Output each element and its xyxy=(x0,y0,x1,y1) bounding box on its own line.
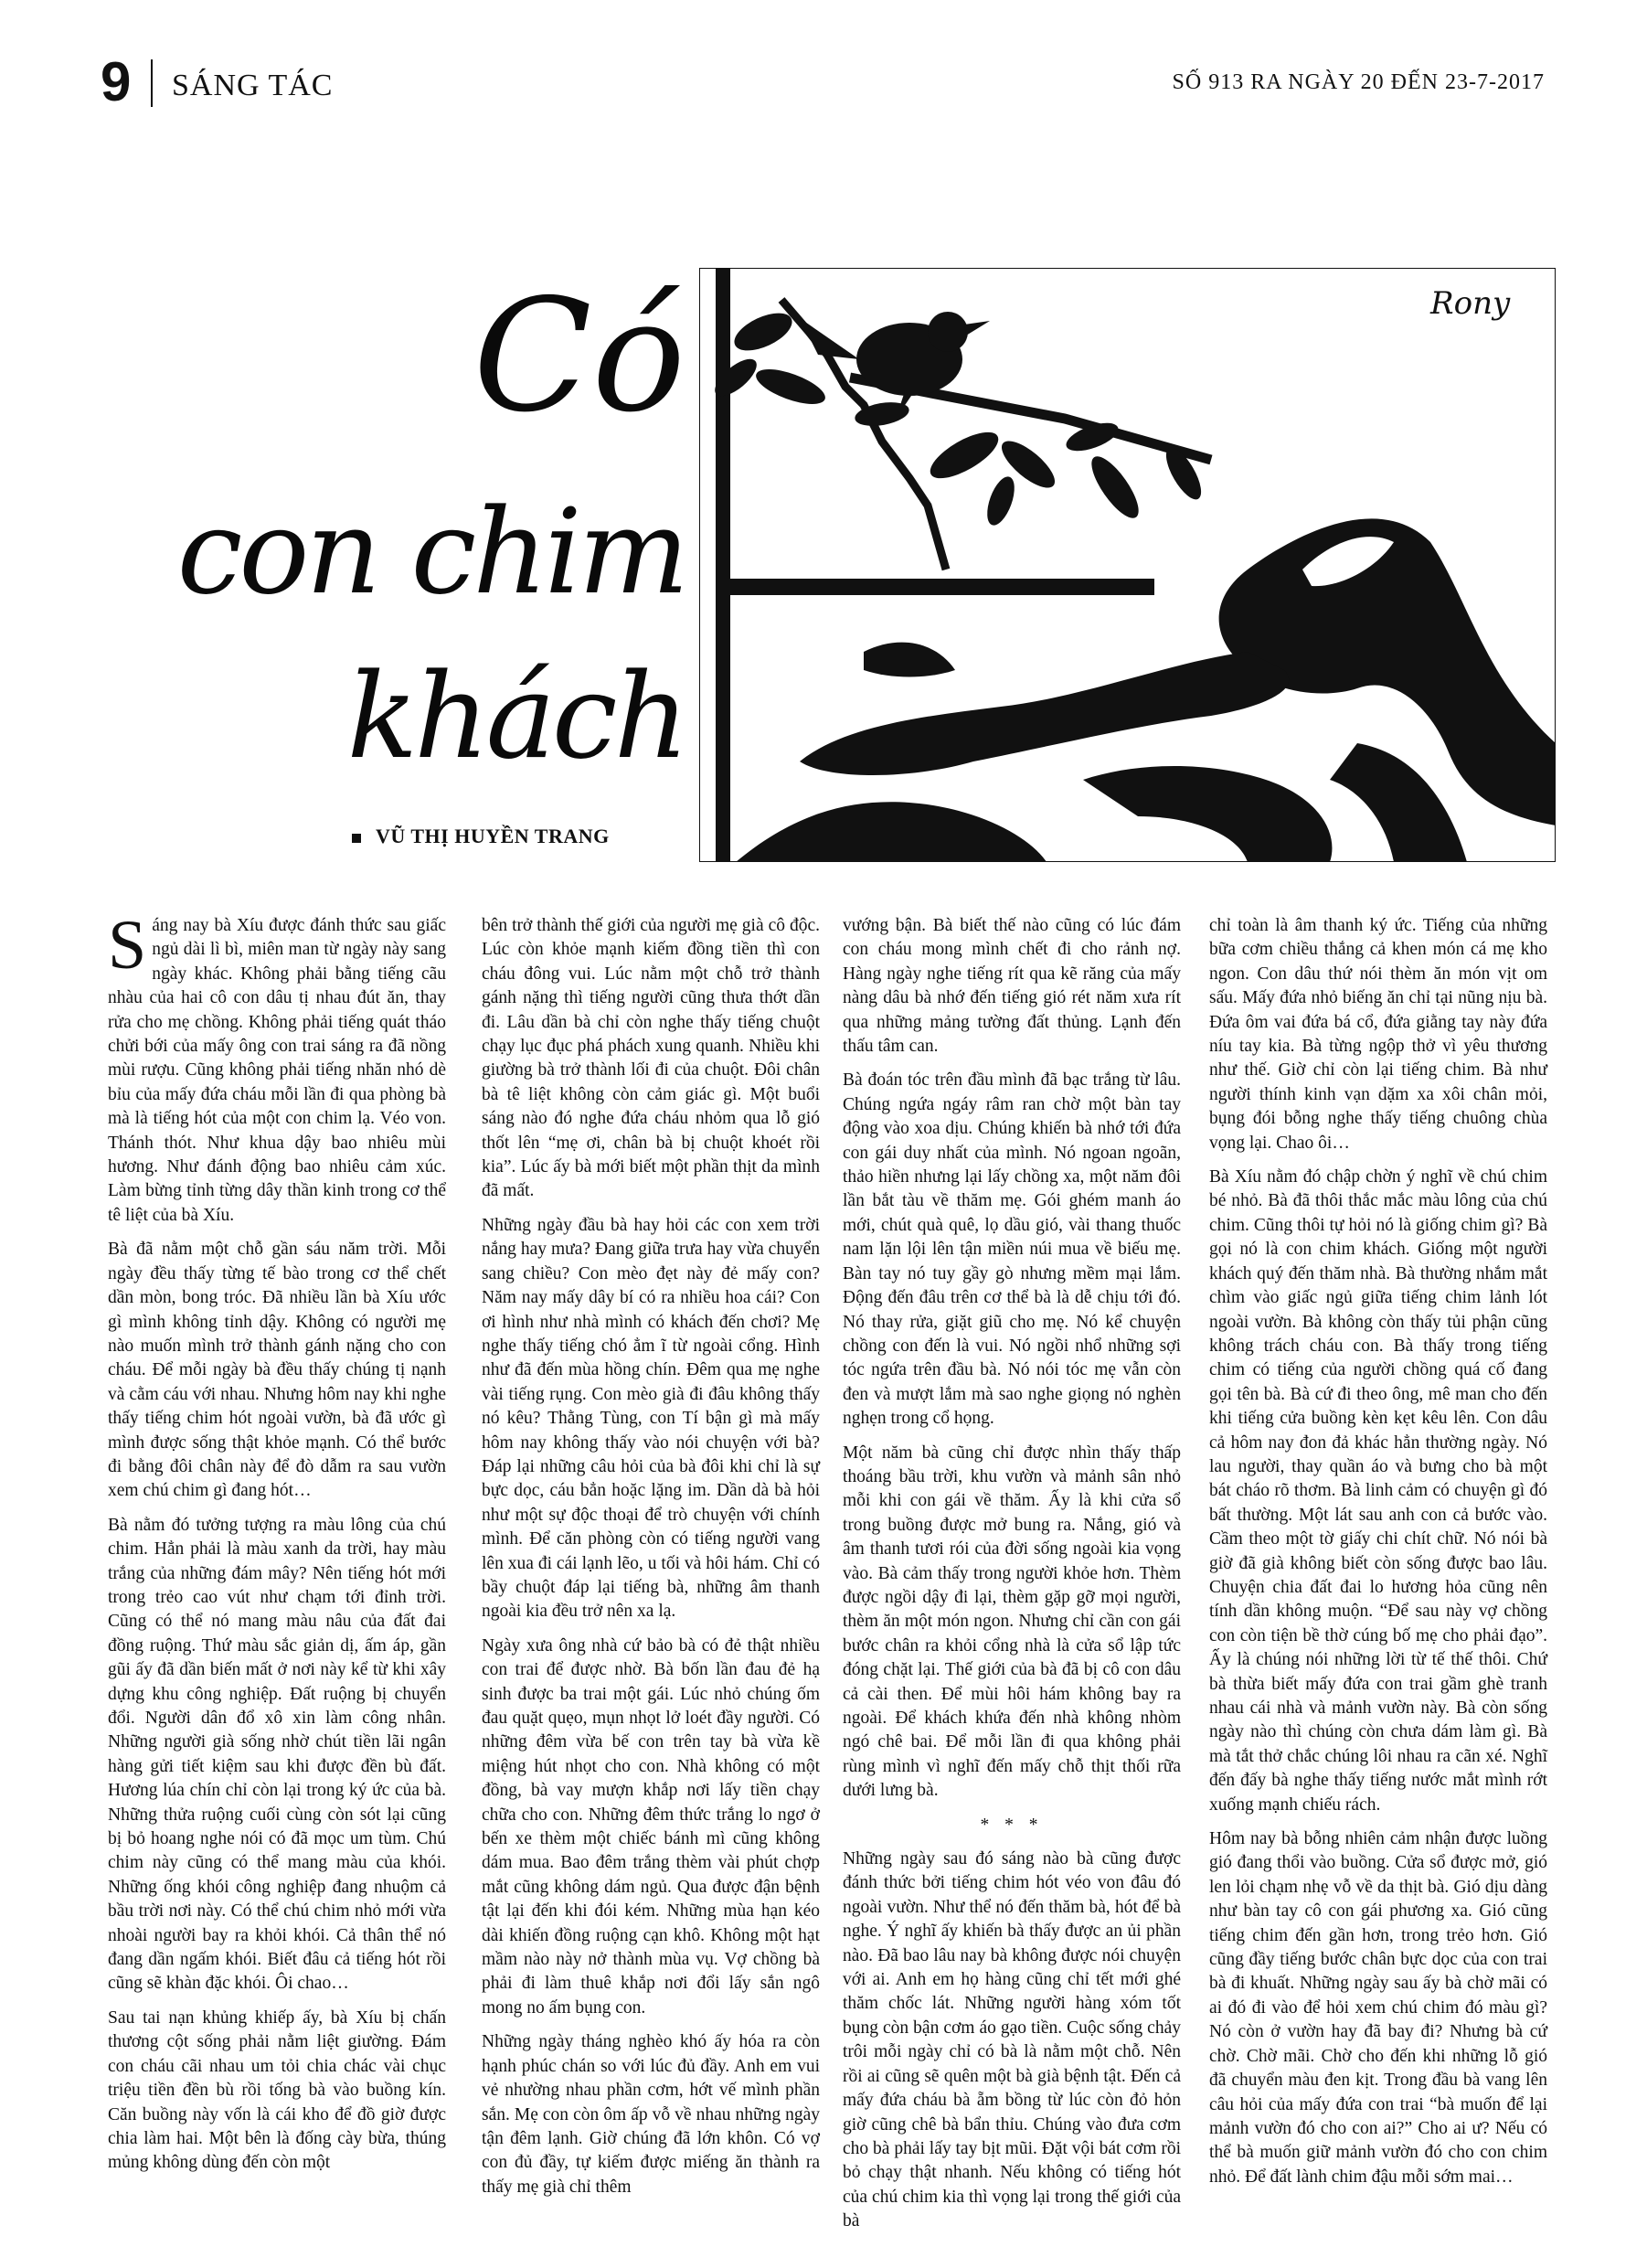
paragraph: vướng bận. Bà biết thế nào cũng có lúc đám con cháu mong mình chết đi cho rảnh nợ. Hàng ngày nghe tiếng rít qua kẽ răng của mấy nàng dâu bà nhớ đến tiếng gió rét năm xưa rít qua những mảng tường đất thủng. Lạnh đến thấu tâm can. xyxy=(843,916,1181,1057)
section-break: * * * xyxy=(980,1815,1044,1835)
page-number: 9 xyxy=(101,51,132,112)
article-column-2 xyxy=(482,914,820,2209)
paragraph: Bà đoán tóc trên đầu mình đã bạc trắng từ lâu. Chúng ngứa ngáy râm ran chờ một bàn tay động vào xoa dịu. Chúng khiến bà nhớ tới đứa con gái duy nhất của mình. Nó ngoan ngoãn, thảo hiền nhưng lại lấy chồng xa, một năm đôi lần bắt tàu về thăm mẹ. Gói ghém manh áo mới, chút quà quê, lọ dầu gió, vài thang thuốc nam lặn lội lên tận miền núi mua về biếu mẹ. Bàn tay nó tuy gầy gò nhưng mềm mại lắm. Động đến đâu trên cơ thể bà là dễ chịu tới đó. Nó thay rửa, giặt giũ cho mẹ. Nó kể chuyện chồng con đến là vui. Nó ngồi nhổ những sợi tóc ngứa trên đầu bà. Nó nói tóc mẹ vẫn còn đen và mượt lắm mà sao nghe giọng nó nghèn nghẹn trong cổ họng. xyxy=(843,1070,1181,1429)
title-line-2: con chim xyxy=(176,484,685,621)
paragraph: Những ngày sau đó sáng nào bà cũng được đánh thức bởi tiếng chim hót véo von đâu đó ngoài vườn. Như thể nó đến thăm bà, hót để bà nghe. Ý nghĩ ấy khiến bà thấy được an ủi phần nào. Đã bao lâu nay bà không được nói chuyện với ai. Anh em họ hàng cũng chỉ tết mới ghé thăm chốc lát. Những người hàng xóm tốt bụng còn bận cơm áo gạo tiền. Cuộc sống chảy trôi mỗi ngày chỉ có bà là nằm một chỗ. Nên rồi ai cũng sẽ quên một bà già bệnh tật. Đến cả mấy đứa cháu bà ẵm bồng từ lúc còn đỏ hỏn giờ cũng chê bà bẩn thỉu. Chúng vào đưa cơm cho bà phải lấy tay bịt mũi. Đặt vội bát cơm rồi bỏ chạy thật nhanh. Nếu không có tiếng hót của chú chim kia thì vọng lại trong thế giới của bà xyxy=(843,1849,1181,2231)
paragraph xyxy=(108,907,446,1228)
signature: Rony xyxy=(1430,285,1511,322)
author-byline xyxy=(352,825,610,848)
paragraph: Ngày xưa ông nhà cứ bảo bà có đẻ thật nhiều con trai để được nhờ. Bà bốn lần đau đẻ hạ sinh được ba trai một gái. Lúc nhỏ chúng ốm đau quặt quẹo, mụn nhọt lở loét đầy người. Có những đêm vừa bế con trên tay bà vừa kề miệng hút nhọt cho con. Nhà không có một đồng, bà vay mượn khắp nơi lấy tiền chạy chữa cho con. Những đêm thức trắng lo ngơ ở bến xe thèm một chiếc bánh mì cũng không dám mua. Bao đêm trắng thèm vài phút chợp mắt cũng không dám ngủ. Qua được đận bệnh tật lại đến khi đói kém. Những mùa hạn kéo dài khiến đồng ruộng cạn khô. Không một hạt mầm nào này nở thành mùa vụ. Vợ chồng bà phải đi làm thuê khắp nơi đổi lấy sắn ngô mong no ấm bụng con. xyxy=(482,1635,820,2018)
paragraph: Bà Xíu nằm đó chập chờn ý nghĩ về chú chim bé nhỏ. Bà đã thôi thắc mắc màu lông của chú chim. Cũng thôi tự hỏi nó là giống chim gì? Bà gọi nó là con chim khách. Giống một người khách quý đến thăm nhà. Bà thường nhắm mắt chìm vào giấc ngủ giữa tiếng chim lảnh lót ngoài vườn. Bà không còn thấy tủi phận cũng không trách cháu con. Bà thấy trong tiếng chim có tiếng của người chồng quá cố đang gọi tên bà. Bà cứ đi theo ông, mê man cho đến khi tiếng cửa buồng kèn kẹt kêu lên. Con dâu cả hôm nay đon đả khác hẳn thường ngày. Nó lau người, thay quần áo và bưng cho bà một bát cháo rõ thơm. Bà linh cảm có chuyện gì đó bất thường. Một lát sau anh con cả bước vào. Cầm theo một tờ giấy chi chít chữ. Nó nói bà giờ đã già không biết còn sống được bao lâu. Chuyện chia đất đai lo hương hỏa cũng nên tính dần không muộn. “Để sau này vợ chồng con còn tiện bề thờ cúng bố mẹ cho phải đạo”. Ấy là chúng nói những lời từ tế thế thôi. Chứ bà thừa biết mấy đứa con trai gầm ghè tranh nhau cái nhà và mảnh vườn này. Bà còn sống ngày nào thì chúng còn chưa dám làm gì. Bà mà tắt thở chắc chúng lôi nhau ra cãn xé. Nghĩ đến đấy bà nghe thấy tiếng nước mắt mình rớt xuống mạnh chiếu rách. xyxy=(1209,1167,1547,1815)
paragraph-text: áng nay bà Xíu được đánh thức sau giấc ngủ dài lì bì, miên man từ ngày này sang ngày khác. Không phải bằng tiếng cãu nhàu của hai cô con dâu tị nhau đút ăn, thay rửa cho mẹ chồng. Không phải tiếng quát tháo chửi bới của mấy ông con trai sáng ra đã nồng mùi rượu. Cũng không phải tiếng nhăn nhó dè bỉu của mấy đứa cháu mỗi lần đi qua phòng bà mà là tiếng hót của một con chim lạ. Véo von. Thánh thót. Như khua dậy bao nhiêu mùi hương. Như đánh động bao nhiêu cảm xúc. Làm bừng tỉnh từng dây thần kinh trong cơ thể tê liệt của bà Xíu. xyxy=(108,916,446,1225)
bullet-icon xyxy=(352,834,361,843)
author-name: VŨ THỊ HUYỀN TRANG xyxy=(376,825,610,847)
header-divider xyxy=(151,59,153,107)
paragraph: Sau tai nạn khủng khiếp ấy, bà Xíu bị chấn thương cột sống phải nằm liệt giường. Đám con cháu cãi nhau um tỏi chia chác vài chục triệu tiền đền bù rồi tống bà vào buồng kín. Căn buồng này vốn là cái kho để đồ giờ được chia làm hai. Một bên là đống cày bừa, thúng mủng không dùng đến còn một xyxy=(108,2007,446,2173)
paragraph: Những ngày tháng nghèo khó ấy hóa ra còn hạnh phúc chán so với lúc đủ đầy. Anh em vui vẻ nhường nhau phần cơm, hớt vế mình phần sắn. Mẹ con còn ôm ấp vỗ về nhau những ngày tận đêm lạnh. Giờ chúng đã lớn khôn. Có vợ con đủ đầy, tự kiếm được miếng ăn thành ra thấy mẹ già chỉ thêm xyxy=(482,2032,820,2197)
article-title xyxy=(137,266,685,823)
article-column-4 xyxy=(1209,914,1547,2199)
paragraph: bên trở thành thế giới của người mẹ già cô độc. Lúc còn khỏe mạnh kiếm đồng tiền thì con cháu đông vui. Lúc nằm một chỗ trở thành gánh nặng thì tiếng người cũng thưa thớt dần đi. Lâu dần bà chỉ còn nghe thấy tiếng chuột chạy lục đục phá phách xung quanh. Nhiều khi giường bà trở thành lối đi của chuột. Đôi chân bà tê liệt không còn cảm giác gì. Một buổi sáng nào đó nghe đứa cháu nhỏm qua lỗ gió thốt lên “mẹ ơi, chân bà bị chuột khoét rồi kia”. Lúc ấy bà mới biết một phần thịt da mình đã mất. xyxy=(482,916,820,1201)
paragraph: Bà đã nằm một chỗ gần sáu năm trời. Mỗi ngày đều thấy từng tế bào trong cơ thể chết dần mòn, bong tróc. Đã nhiều lần bà Xíu ước gì mình không tỉnh dậy. Không có người mẹ nào muốn mình trở thành gánh nặng cho con cháu. Để mỗi ngày bà đều thấy chúng tị nạnh và cằm cáu với nhau. Nhưng hôm nay khi nghe thấy tiếng chim hót ngoài vườn, bà đã ước gì mình được sống thật khỏe mạnh. Có thể bước đi bằng đôi chân này để đò dẫm ra sau vườn xem chú chim gì đang hót… xyxy=(108,1240,446,1501)
paragraph: Những ngày đầu bà hay hỏi các con xem trời nắng hay mưa? Đang giữa trưa hay vừa chuyển sang chiều? Con mèo đẹt này đẻ mấy con? Năm nay mấy dây bí có ra nhiều hoa cái? Con ơi hình như nhà mình có khách đến chơi? Mẹ nghe thấy tiếng chó ẳm ĩ từ ngoài cổng. Hình như đã đến mùa hồng chín. Đêm qua mẹ nghe vài tiếng rụng. Con mèo già đi đâu không thấy nó kêu? Thằng Tùng, con Tí bận gì mà mấy hôm nay không thấy vào nói chuyện với bà? Đáp lại những câu hỏi của bà đôi khi chỉ là sự bực dọc, cáu bẳn hoặc lặng im. Dần dà bà hỏi như một sự độc thoại để trò chuyện với chính mình. Để căn phòng còn có tiếng người vang lên xua đi cái lạnh lẽo, u tối và hôi hám. Chỉ có bầy chuột đáp lại tiếng bà, những âm thanh ngoài kia đều trở nên xa lạ. xyxy=(482,1215,820,1622)
paragraph: chỉ toàn là âm thanh ký ức. Tiếng của những bữa cơm chiều thắng cả khen món cá mẹ kho ngon. Con dâu thứ nói thèm ăn món vịt om sấu. Mấy đứa nhỏ biếng ăn chỉ tại nũng nịu bà. Đứa ôm vai đứa bá cổ, đứa giằng tay này đứa níu tay kia. Bà từng ngộp thở vì yêu thương như thế. Giờ chỉ còn lại tiếng chim. Bà như người thính kinh vạn dặm xa xôi chân mỏi, bụng đói bỗng nghe thấy tiếng chuông chùa vọng lại. Chao ôi… xyxy=(1209,916,1547,1153)
paragraph: Hôm nay bà bỗng nhiên cảm nhận được luồng gió đang thổi vào buồng. Cửa sổ được mở, gió len lỏi chạm nhẹ vỗ về da thịt bà. Gió dịu dàng như bàn tay cô con gái phương xa. Gió cũng tiếng chim đến gần hơn, trong trẻo hơn. Gió cũng đầy tiếng bước chân bực dọc của con trai bà đi khuất. Những ngày sau ấy bà chờ mãi có ai đó đi vào để hỏi xem chú chim đó màu gì? Nó còn ở vườn hay đã bay đi? Nhưng bà cứ chờ. Chờ mãi. Chờ cho đến khi những lỗ gió đã chuyển màu đen kịt. Trong đầu bà vang lên câu hỏi của mấy đứa con trai “bà muốn để lại mảnh vườn đó cho con ai?” Cho ai ư? Nếu có thể bà muốn giữ mảnh vườn đó cho con chim nhỏ. Để đất lành chim đậu mỗi sớm mai… xyxy=(1209,1829,1547,2187)
drop-cap: S xyxy=(108,907,147,984)
illustration xyxy=(699,268,1556,862)
issue-info: SỐ 913 RA NGÀY 20 ĐẾN 23-7-2017 xyxy=(1172,70,1545,94)
title-line-3: khách xyxy=(346,649,685,785)
title-line-1: Có xyxy=(473,266,685,447)
article-column-1 xyxy=(108,907,446,2186)
section-name: SÁNG TÁC xyxy=(172,69,334,102)
page-header xyxy=(101,50,1545,114)
paragraph: Bà nằm đó tưởng tượng ra màu lông của chú chim. Hẳn phải là màu xanh da trời, hay màu trắng của những đám mây? Nên tiếng hót mới trong trẻo cao vút như chạm tới đỉnh trời. Cũng có thể nó mang màu nâu của đất đai đồng ruộng. Thứ màu sắc giản dị, ấm áp, gần gũi ấy đã dần biến mất ở nơi này kể từ khi xây dựng khu công nghiệp. Đất ruộng bị chuyển đổi. Người dân đổ xô xin làm công nhân. Những người già sống nhờ chút tiền lãi ngân hàng gửi tiết kiệm sau khi được đền bù đất. Hương lúa chín chỉ còn lại trong ký ức của bà. Những thửa ruộng cuối cùng còn sót lại cũng bị bỏ hoang nghe nói có đã mọc um tùm. Chú chim này cũng có thể mang màu của khói. Những ống khói công nghiệp đang nhuộm cả bầu trời nơi này. Có thể chú chim nhỏ mới vừa nhoài người bay ra khỏi khói. Cả thân thể nó đang dần ngấm khói. Biết đâu cả tiếng hót rồi cũng sẽ khàn đặc khói. Ôi chao… xyxy=(108,1515,446,1994)
paragraph: Một năm bà cũng chỉ được nhìn thấy thấp thoáng bầu trời, khu vườn và mảnh sân nhỏ mỗi khi con gái về thăm. Ấy là khi cửa sổ trong buồng được mở bung ra. Nắng, gió và âm thanh tươi rói của đời sống ngoài kia vọng vào. Bà cảm thấy trong người khỏe hơn. Thèm được ngồi dậy đi lại, thèm gặp gỡ mọi người, thèm ăn một món ngon. Nhưng chỉ cần con gái bước chân ra khỏi cổng nhà là cửa sổ lập tức đóng chặt lại. Thế giới của bà đã bị cô con dâu cả cài then. Để mùi hôi hám không bay ra ngoài. Để khách khứa đến nhà không nhòm ngó chê bai. Để mỗi lần đi qua không phải rùng mình vì nghĩ đến mấy chỗ thịt thối rữa dưới lưng bà. xyxy=(843,1443,1181,1801)
article-column-3 xyxy=(843,914,1181,2244)
